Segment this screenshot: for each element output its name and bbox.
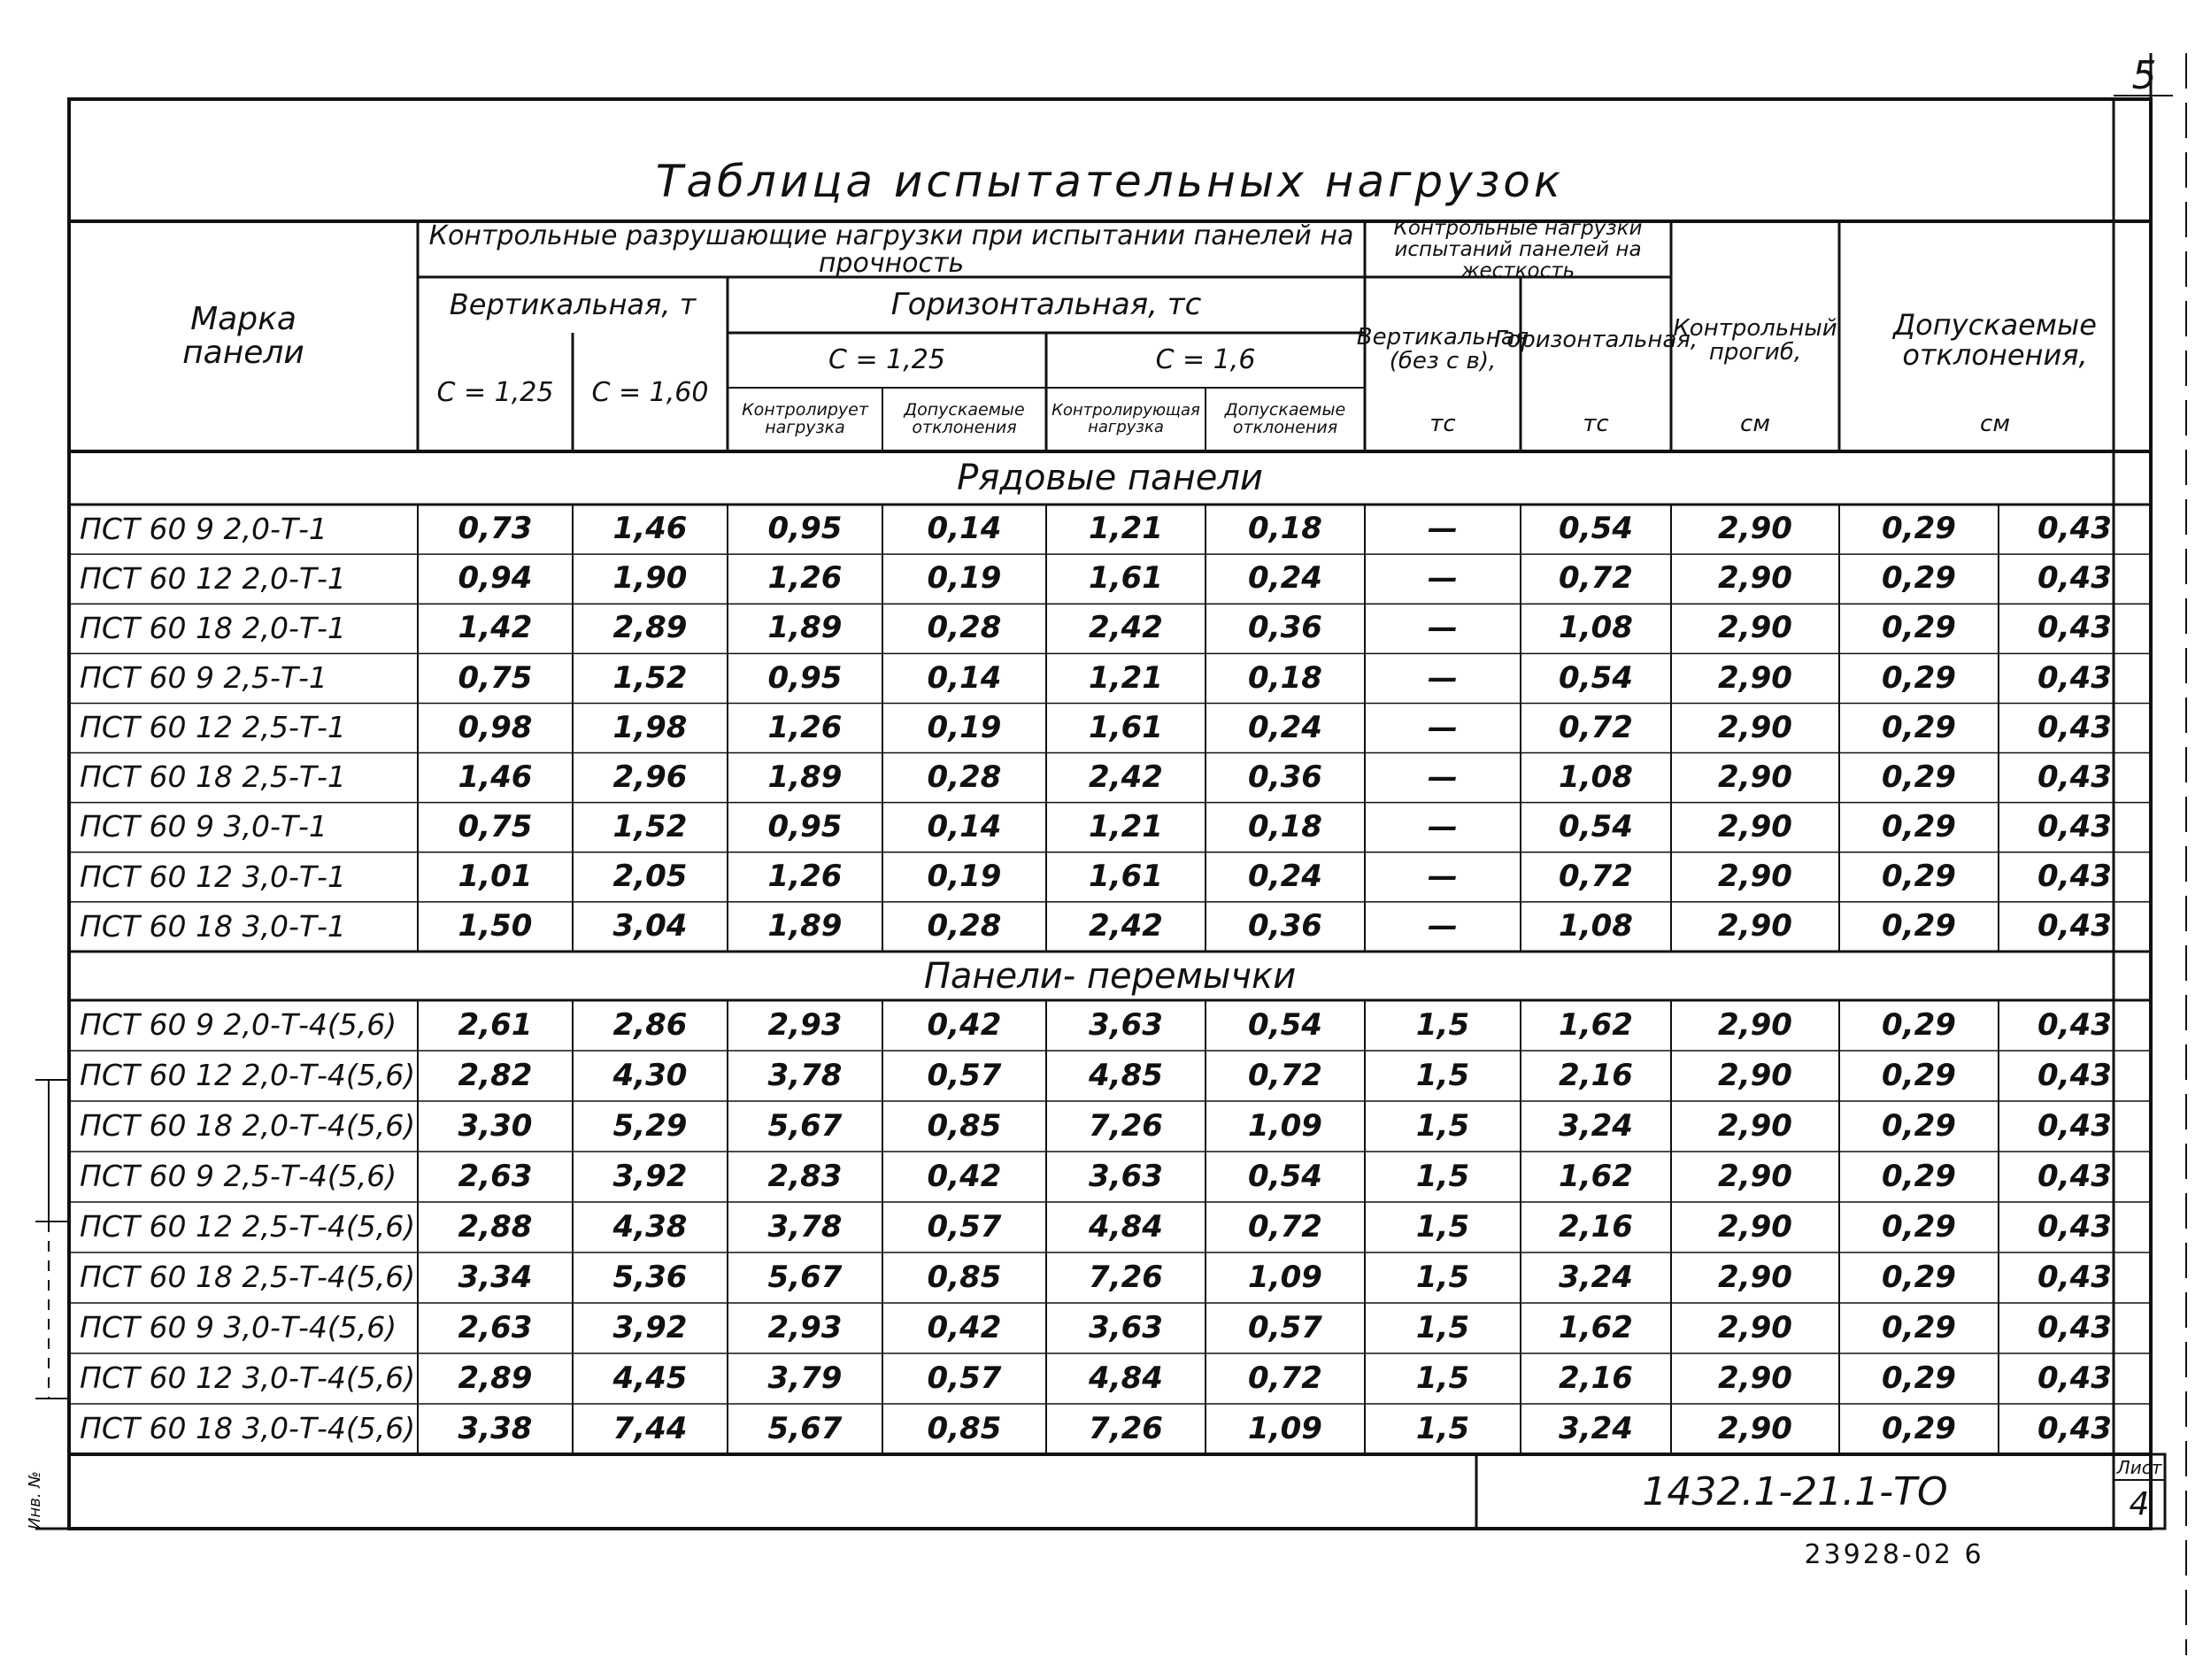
- table-cell: 3,78: [767, 1057, 843, 1093]
- table-cell: 0,29: [1882, 858, 1956, 894]
- table-cell: 5,67: [767, 1410, 843, 1446]
- table-cell: 0,24: [1248, 709, 1322, 745]
- table-cell: 1,09: [1248, 1259, 1322, 1295]
- table-cell: 0,29: [1882, 1107, 1956, 1144]
- table-cell: 1,21: [1089, 511, 1163, 547]
- sheet-number: 4: [2129, 1486, 2150, 1523]
- table-cell: 3,34: [458, 1259, 533, 1295]
- corner-page-number: 5: [2131, 52, 2157, 98]
- table-cell: 0,24: [1248, 858, 1322, 894]
- table-cell: 0,57: [927, 1057, 1002, 1093]
- header-strength-group: Контрольные разрушающие нагрузки при испытании панелей на прочность: [428, 220, 1354, 279]
- table-cell: 0,57: [927, 1208, 1002, 1245]
- table-cell: 3,63: [1089, 1309, 1163, 1345]
- panel-mark-cell: ПСТ 60 18 3,0-Т-1: [80, 908, 346, 944]
- header-deflection-unit: см: [1740, 411, 1770, 438]
- table-cell: 2,90: [1718, 1360, 1792, 1396]
- table-cell: 7,26: [1089, 1259, 1163, 1295]
- table-cell: 0,54: [1559, 511, 1633, 547]
- panel-mark-cell: ПСТ 60 9 2,5-Т-1: [80, 660, 327, 696]
- table-cell: 1,89: [767, 759, 843, 795]
- table-cell: 0,29: [1882, 709, 1956, 745]
- table-cell: 1,26: [767, 560, 843, 597]
- page-title: Таблица испытательных нагрузок: [655, 155, 1565, 207]
- table-cell: 2,63: [458, 1309, 533, 1345]
- table-cell: —: [1428, 709, 1458, 745]
- table-cell: 2,89: [612, 610, 688, 646]
- table-cell: 2,96: [612, 759, 688, 795]
- table-cell: 0,19: [927, 709, 1002, 745]
- table-cell: 2,90: [1718, 610, 1792, 646]
- table-cell: 1,5: [1415, 1259, 1470, 1295]
- table-cell: 3,79: [767, 1360, 843, 1396]
- header-control-load-a: Контролирует нагрузка: [742, 400, 868, 437]
- header-deflection: Контрольный прогиб,: [1673, 314, 1837, 366]
- table-cell: 1,5: [1415, 1208, 1470, 1245]
- table-cell: —: [1428, 659, 1458, 696]
- table-cell: 2,90: [1718, 1006, 1792, 1043]
- table-cell: 0,43: [2037, 1208, 2112, 1245]
- table-cell: 4,84: [1089, 1360, 1163, 1396]
- table-cell: 0,28: [927, 908, 1002, 944]
- header-mark: Марка панели: [182, 301, 304, 371]
- table-cell: 0,29: [1882, 1057, 1956, 1093]
- table-cell: 0,43: [2037, 1107, 2112, 1144]
- table-cell: 1,89: [767, 908, 843, 944]
- header-c16: С = 1,6: [1155, 344, 1256, 376]
- table-cell: 0,43: [2037, 1259, 2112, 1295]
- panel-mark-cell: ПСТ 60 9 2,5-Т-4(5,6): [80, 1159, 397, 1194]
- table-cell: 0,29: [1882, 1410, 1956, 1446]
- panel-mark-cell: ПСТ 60 9 3,0-Т-1: [80, 809, 327, 844]
- panel-mark-cell: ПСТ 60 9 3,0-Т-4(5,6): [80, 1310, 397, 1345]
- table-cell: 2,16: [1559, 1360, 1633, 1396]
- table-cell: 2,42: [1089, 610, 1163, 646]
- header-tolerance-unit: см: [1980, 411, 2010, 438]
- table-cell: 3,04: [612, 908, 688, 944]
- table-cell: 2,93: [767, 1006, 843, 1043]
- table-cell: 0,72: [1559, 858, 1633, 894]
- table-cell: 1,50: [458, 908, 533, 944]
- archive-number: 23928-02 6: [1804, 1539, 1984, 1571]
- header-control-load-b: Контролирующая нагрузка: [1051, 401, 1200, 436]
- table-cell: 1,5: [1415, 1410, 1470, 1446]
- table-cell: 1,61: [1089, 709, 1163, 745]
- table-cell: 1,62: [1559, 1006, 1633, 1043]
- table-cell: 2,93: [767, 1309, 843, 1345]
- table-cell: 2,86: [612, 1006, 688, 1043]
- table-cell: 0,73: [458, 511, 533, 547]
- table-cell: 0,43: [2037, 659, 2112, 696]
- table-cell: 2,42: [1089, 759, 1163, 795]
- panel-mark-cell: ПСТ 60 12 2,5-Т-4(5,6): [80, 1209, 416, 1245]
- table-cell: 7,26: [1089, 1107, 1163, 1144]
- table-cell: 1,98: [612, 709, 688, 745]
- table-cell: 0,54: [1559, 659, 1633, 696]
- table-cell: —: [1428, 610, 1458, 646]
- table-cell: 0,85: [927, 1259, 1002, 1295]
- table-cell: 2,90: [1718, 808, 1792, 844]
- table-cell: 1,5: [1415, 1006, 1470, 1043]
- table-cell: 0,43: [2037, 709, 2112, 745]
- table-cell: 3,78: [767, 1208, 843, 1245]
- table-cell: 1,46: [612, 511, 688, 547]
- table-cell: 0,29: [1882, 511, 1956, 547]
- panel-mark-cell: ПСТ 60 9 2,0-Т-4(5,6): [80, 1007, 397, 1043]
- table-cell: 0,19: [927, 858, 1002, 894]
- table-cell: 1,89: [767, 610, 843, 646]
- table-cell: 0,29: [1882, 1158, 1956, 1194]
- table-cell: 0,18: [1248, 808, 1322, 844]
- table-cell: 2,16: [1559, 1057, 1633, 1093]
- table-cell: 2,90: [1718, 1410, 1792, 1446]
- table-cell: 0,43: [2037, 808, 2112, 844]
- section-title-lintels: Панели- перемычки: [923, 956, 1297, 997]
- table-cell: 2,90: [1718, 1107, 1792, 1144]
- table-cell: 1,08: [1559, 759, 1633, 795]
- table-cell: 0,18: [1248, 511, 1322, 547]
- panel-mark-cell: ПСТ 60 12 2,0-Т-4(5,6): [80, 1058, 416, 1093]
- table-cell: 2,63: [458, 1158, 533, 1194]
- table-cell: 0,43: [2037, 511, 2112, 547]
- table-cell: 4,30: [612, 1057, 688, 1093]
- header-c125-horizontal: С = 1,25: [828, 344, 945, 376]
- table-cell: 0,57: [927, 1360, 1002, 1396]
- table-cell: 1,08: [1559, 610, 1633, 646]
- table-cell: 0,43: [2037, 610, 2112, 646]
- table-cell: 0,54: [1248, 1006, 1322, 1043]
- table-cell: —: [1428, 560, 1458, 597]
- table-cell: 0,36: [1248, 610, 1322, 646]
- table-cell: 0,43: [2037, 560, 2112, 597]
- table-cell: 0,95: [767, 659, 843, 696]
- table-cell: 1,26: [767, 709, 843, 745]
- table-cell: 0,54: [1248, 1158, 1322, 1194]
- table-cell: 0,43: [2037, 1360, 2112, 1396]
- table-cell: 4,84: [1089, 1208, 1163, 1245]
- side-inventory-note: Инв. №: [25, 1471, 44, 1530]
- header-tolerance: Допускаемые отклонения,: [1893, 308, 2097, 372]
- table-cell: 0,75: [458, 808, 533, 844]
- table-cell: 2,16: [1559, 1208, 1633, 1245]
- panel-mark-cell: ПСТ 60 18 2,5-Т-4(5,6): [80, 1260, 416, 1295]
- table-cell: 0,54: [1559, 808, 1633, 844]
- table-cell: 1,52: [612, 659, 688, 696]
- table-cell: 2,90: [1718, 858, 1792, 894]
- table-cell: 5,29: [612, 1107, 688, 1144]
- table-cell: 0,57: [1248, 1309, 1322, 1345]
- table-cell: 0,14: [927, 659, 1002, 696]
- panel-mark-cell: ПСТ 60 18 2,0-Т-1: [80, 610, 346, 645]
- table-cell: 2,90: [1718, 1158, 1792, 1194]
- table-cell: —: [1428, 858, 1458, 894]
- table-cell: 0,43: [2037, 1410, 2112, 1446]
- table-cell: 2,90: [1718, 759, 1792, 795]
- table-cell: 0,72: [1248, 1208, 1322, 1245]
- table-cell: 4,85: [1089, 1057, 1163, 1093]
- panel-mark-cell: ПСТ 60 12 2,5-Т-1: [80, 710, 346, 745]
- table-cell: 2,42: [1089, 908, 1163, 944]
- table-cell: 4,38: [612, 1208, 688, 1245]
- table-cell: —: [1428, 511, 1458, 547]
- table-cell: 0,29: [1882, 908, 1956, 944]
- table-cell: 2,90: [1718, 659, 1792, 696]
- table-cell: 1,90: [612, 560, 688, 597]
- table-cell: 2,88: [458, 1208, 533, 1245]
- table-cell: 0,43: [2037, 759, 2112, 795]
- table-cell: 0,43: [2037, 908, 2112, 944]
- table-cell: 0,85: [927, 1410, 1002, 1446]
- table-cell: 2,90: [1718, 560, 1792, 597]
- table-cell: 3,30: [458, 1107, 533, 1144]
- panel-mark-cell: ПСТ 60 18 3,0-Т-4(5,6): [80, 1411, 416, 1446]
- table-cell: 1,46: [458, 759, 533, 795]
- table-cell: 0,43: [2037, 1158, 2112, 1194]
- table-cell: 1,21: [1089, 808, 1163, 844]
- table-cell: 0,29: [1882, 759, 1956, 795]
- panel-mark-cell: ПСТ 60 12 3,0-Т-4(5,6): [80, 1360, 416, 1396]
- panel-mark-cell: ПСТ 60 18 2,5-Т-1: [80, 759, 346, 795]
- table-cell: 0,24: [1248, 560, 1322, 597]
- table-cell: 1,61: [1089, 560, 1163, 597]
- table-cell: 3,92: [612, 1309, 688, 1345]
- table-cell: 0,14: [927, 808, 1002, 844]
- table-cell: 2,89: [458, 1360, 533, 1396]
- table-cell: 1,01: [458, 858, 533, 894]
- table-cell: 2,90: [1718, 1309, 1792, 1345]
- table-cell: 1,42: [458, 610, 533, 646]
- table-cell: 0,43: [2037, 1006, 2112, 1043]
- header-c160: С = 1,60: [591, 377, 709, 409]
- table-cell: 1,09: [1248, 1410, 1322, 1446]
- table-cell: 1,5: [1415, 1158, 1470, 1194]
- table-cell: 1,61: [1089, 858, 1163, 894]
- table-cell: 0,72: [1248, 1057, 1322, 1093]
- table-cell: 3,92: [612, 1158, 688, 1194]
- table-cell: 2,05: [612, 858, 688, 894]
- table-cell: 1,5: [1415, 1107, 1470, 1144]
- table-cell: 0,29: [1882, 659, 1956, 696]
- table-cell: 0,43: [2037, 1057, 2112, 1093]
- header-c125-vertical: С = 1,25: [436, 377, 554, 409]
- section-title-regular: Рядовые панели: [957, 458, 1263, 498]
- table-cell: 5,67: [767, 1107, 843, 1144]
- table-cell: 3,24: [1559, 1410, 1633, 1446]
- table-cell: 2,90: [1718, 709, 1792, 745]
- table-cell: 0,28: [927, 610, 1002, 646]
- sheet-label: Лист: [2116, 1456, 2162, 1478]
- table-cell: 2,90: [1718, 1259, 1792, 1295]
- panel-mark-cell: ПСТ 60 12 2,0-Т-1: [80, 560, 346, 596]
- header-stiff-horizontal-unit: тс: [1583, 411, 1609, 438]
- table-cell: 0,94: [458, 560, 533, 597]
- table-cell: 1,5: [1415, 1057, 1470, 1093]
- table-cell: 0,42: [927, 1158, 1002, 1194]
- table-cell: 3,63: [1089, 1006, 1163, 1043]
- table-cell: 1,62: [1559, 1158, 1633, 1194]
- table-cell: 2,90: [1718, 511, 1792, 547]
- table-cell: 0,29: [1882, 1309, 1956, 1345]
- table-cell: 0,43: [2037, 1309, 2112, 1345]
- table-cell: 0,28: [927, 759, 1002, 795]
- table-cell: 0,19: [927, 560, 1002, 597]
- table-cell: 0,85: [927, 1107, 1002, 1144]
- table-cell: 0,29: [1882, 1006, 1956, 1043]
- table-cell: 1,26: [767, 858, 843, 894]
- table-cell: 7,26: [1089, 1410, 1163, 1446]
- table-cell: 0,29: [1882, 560, 1956, 597]
- table-cell: 1,52: [612, 808, 688, 844]
- header-vertical-t: Вертикальная, т: [449, 288, 697, 322]
- table-cell: 0,72: [1248, 1360, 1322, 1396]
- table-cell: 4,45: [612, 1360, 688, 1396]
- table-cell: 1,5: [1415, 1360, 1470, 1396]
- table-cell: 1,09: [1248, 1107, 1322, 1144]
- table-cell: 0,72: [1559, 709, 1633, 745]
- table-cell: 0,95: [767, 511, 843, 547]
- header-stiff-vertical: Вертикальная (без с в),: [1356, 323, 1529, 374]
- table-cell: 0,75: [458, 659, 533, 696]
- table-cell: 0,18: [1248, 659, 1322, 696]
- table-cell: 1,62: [1559, 1309, 1633, 1345]
- table-cell: 0,14: [927, 511, 1002, 547]
- table-cell: 0,42: [927, 1006, 1002, 1043]
- table-cell: 0,36: [1248, 759, 1322, 795]
- header-allowed-dev-a: Допускаемые отклонения: [904, 400, 1025, 437]
- table-cell: 0,29: [1882, 1360, 1956, 1396]
- table-cell: 1,08: [1559, 908, 1633, 944]
- table-cell: 0,43: [2037, 858, 2112, 894]
- header-stiffness-group: Контрольные нагрузки испытаний панелей на жесткость: [1393, 216, 1643, 283]
- table-cell: 1,21: [1089, 659, 1163, 696]
- table-cell: 3,24: [1559, 1259, 1633, 1295]
- table-cell: 1,5: [1415, 1309, 1470, 1345]
- table-cell: 2,83: [767, 1158, 843, 1194]
- table-cell: 2,90: [1718, 1057, 1792, 1093]
- table-cell: —: [1428, 808, 1458, 844]
- table-cell: 5,36: [612, 1259, 688, 1295]
- table-cell: 0,29: [1882, 610, 1956, 646]
- table-cell: 0,36: [1248, 908, 1322, 944]
- table-cell: 0,72: [1559, 560, 1633, 597]
- header-allowed-dev-b: Допускаемые отклонения: [1224, 400, 1346, 437]
- header-stiff-vertical-unit: тс: [1429, 411, 1456, 438]
- table-cell: 2,61: [458, 1006, 533, 1043]
- table-cell: 0,98: [458, 709, 533, 745]
- table-cell: 3,63: [1089, 1158, 1163, 1194]
- table-cell: 0,42: [927, 1309, 1002, 1345]
- table-cell: 3,38: [458, 1410, 533, 1446]
- table-cell: —: [1428, 908, 1458, 944]
- table-cell: 2,82: [458, 1057, 533, 1093]
- table-cell: 0,29: [1882, 1208, 1956, 1245]
- table-cell: 0,29: [1882, 808, 1956, 844]
- table-cell: 2,90: [1718, 908, 1792, 944]
- table-cell: 5,67: [767, 1259, 843, 1295]
- table-cell: 0,29: [1882, 1259, 1956, 1295]
- panel-mark-cell: ПСТ 60 18 2,0-Т-4(5,6): [80, 1108, 416, 1144]
- header-stiff-horizontal: Горизонтальная,: [1493, 327, 1698, 354]
- panel-mark-cell: ПСТ 60 12 3,0-Т-1: [80, 859, 346, 894]
- table-cell: 0,95: [767, 808, 843, 844]
- header-horizontal-tc: Горизонтальная, тс: [890, 287, 1202, 323]
- table-cell: 7,44: [612, 1410, 688, 1446]
- panel-mark-cell: ПСТ 60 9 2,0-Т-1: [80, 511, 327, 546]
- document-code: 1432.1-21.1-ТО: [1642, 1468, 1948, 1514]
- table-cell: 2,90: [1718, 1208, 1792, 1245]
- table-cell: —: [1428, 759, 1458, 795]
- table-cell: 3,24: [1559, 1107, 1633, 1144]
